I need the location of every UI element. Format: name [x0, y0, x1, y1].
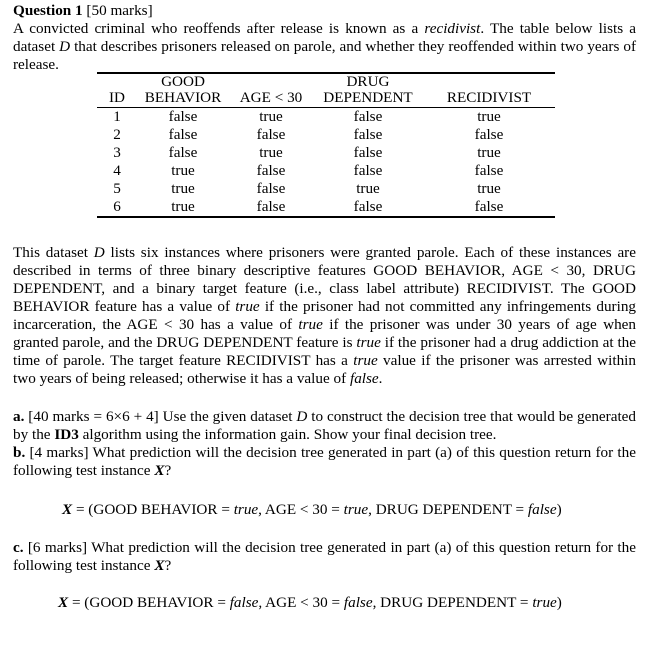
instance-text: ): [556, 594, 562, 611]
column-header: DEPENDENT: [313, 90, 423, 108]
table-cell: 3: [113, 144, 121, 161]
table-cell: false: [256, 162, 286, 179]
table-row: [97, 108, 555, 127]
question-heading: [13, 2, 636, 20]
table-header-row: [97, 90, 555, 108]
table-cell: true: [477, 144, 501, 161]
table-cell: false: [256, 126, 286, 143]
table-cell: false: [168, 108, 198, 125]
instance-text: = (GOOD BEHAVIOR =: [72, 501, 234, 518]
dataset-symbol: D: [93, 244, 105, 261]
instance-text: , AGE < 30 =: [258, 594, 344, 611]
part-text: ?: [164, 557, 172, 574]
table-cell: 2: [113, 126, 121, 143]
table-cell: true: [171, 162, 195, 179]
description-text: .: [378, 370, 383, 387]
column-header: ID: [97, 90, 137, 108]
value-term: false: [349, 370, 379, 387]
dataset-table-container: [97, 72, 555, 218]
instance-value: true: [233, 501, 259, 518]
table-cell: 5: [113, 180, 121, 197]
instance-value: false: [343, 594, 373, 611]
intro-paragraph: [13, 20, 636, 74]
table-header-row: [97, 74, 555, 90]
part-a: [13, 408, 636, 444]
table-cell: true: [259, 144, 283, 161]
algorithm-name: ID3: [54, 426, 79, 443]
column-header: AGE < 30: [229, 90, 313, 108]
intro-text: A convicted criminal who reoffends after release is known as a: [13, 20, 425, 37]
table-cell: false: [353, 126, 383, 143]
table-cell: true: [477, 108, 501, 125]
dataset-symbol: D: [296, 408, 308, 425]
instance-symbol: X: [58, 594, 69, 611]
column-header: BEHAVIOR: [137, 90, 229, 108]
part-text: to construct the decision tree that would be generated by the: [13, 408, 637, 443]
intro-text: that describes prisoners released on parole, and whether they reoffended within two years of release.: [13, 38, 636, 73]
column-header: GOOD: [161, 73, 205, 90]
part-text: [40 marks = 6×6 + 4] Use the given dataset: [24, 408, 297, 425]
table-row: [97, 180, 555, 198]
part-label: b.: [13, 444, 26, 461]
table-cell: false: [353, 162, 383, 179]
recidivist-term: recidivist: [424, 20, 481, 37]
test-instance-c: [58, 594, 562, 612]
instance-text: , DRUG DEPENDENT =: [368, 501, 528, 518]
description-text: if the prisoner had a drug addiction at the time of parole. The target feature RECIDIVIST has a: [13, 334, 637, 369]
description-text: lists six instances where prisoners were granted parole. Each of these instances are described in terms of three binary descriptive features GOOD BEHAVIOR, AGE < 30, DRUG DEPENDENT, and a binary target feature (i.e., class label attribute) RECIDIVIST. The GOOD BEHAVIOR feature has a value of: [13, 244, 636, 315]
part-c: [13, 539, 636, 575]
table-cell: 1: [113, 108, 121, 125]
part-text: [4 marks] What prediction will the decision tree generated in part (a) of this question return for the following test instance: [13, 444, 636, 479]
table-cell: false: [313, 198, 423, 217]
part-label: c.: [13, 539, 24, 556]
instance-symbol: X: [154, 557, 165, 574]
description-text: value if the prisoner was arrested within two years of being released; otherwise it has a value of: [13, 352, 636, 387]
description-text: This dataset: [13, 244, 94, 261]
table-cell: false: [474, 162, 504, 179]
value-term: true: [353, 352, 378, 369]
instance-text: , DRUG DEPENDENT =: [372, 594, 533, 611]
dataset-table: [97, 72, 555, 218]
question-marks: [50 marks]: [86, 2, 153, 19]
description-text: if the prisoner was under 30 years of age when granted parole, and the DRUG DEPENDENT feature is: [13, 316, 637, 351]
column-header: DRUG: [346, 73, 390, 90]
table-row: [97, 198, 555, 217]
instance-text: , AGE < 30 =: [258, 501, 344, 518]
table-cell: true: [137, 198, 229, 217]
table-cell: true: [259, 108, 283, 125]
table-cell: false: [168, 126, 198, 143]
description-text: if the prisoner had not committed any infringements during incarceration, the AGE < 30 has a value of: [13, 298, 637, 333]
part-b: [13, 444, 636, 480]
column-header: RECIDIVIST: [423, 90, 555, 108]
table-cell: false: [423, 198, 555, 217]
column-header: [97, 74, 137, 90]
value-term: true: [356, 334, 381, 351]
table-cell: false: [168, 144, 198, 161]
instance-value: false: [229, 594, 259, 611]
table-cell: false: [229, 198, 313, 217]
part-text: algorithm using the information gain. Show your final decision tree.: [78, 426, 497, 443]
value-term: true: [235, 298, 260, 315]
instance-value: true: [532, 594, 557, 611]
table-row: [97, 144, 555, 162]
instance-symbol: X: [154, 462, 165, 479]
table-row: [97, 162, 555, 180]
column-header: [229, 74, 313, 90]
question-title: Question 1: [13, 2, 83, 19]
column-header: [423, 74, 555, 90]
table-cell: false: [256, 180, 286, 197]
table-cell: false: [353, 108, 383, 125]
part-label: a.: [13, 408, 25, 425]
value-term: true: [298, 316, 323, 333]
table-row: [97, 126, 555, 144]
table-cell: true: [356, 180, 380, 197]
dataset-symbol: D: [59, 38, 71, 55]
table-cell: false: [353, 144, 383, 161]
table-cell: false: [474, 126, 504, 143]
description-paragraph: [13, 244, 636, 388]
test-instance-b: [62, 501, 562, 519]
part-text: [6 marks] What prediction will the decision tree generated in part (a) of this question return for the following test instance: [13, 539, 636, 574]
table-cell: 4: [113, 162, 121, 179]
intro-text: . The table below lists a dataset: [13, 20, 636, 55]
table-cell: 6: [97, 198, 137, 217]
table-cell: true: [171, 180, 195, 197]
instance-value: false: [527, 501, 557, 518]
part-text: ?: [164, 462, 172, 479]
instance-text: = (GOOD BEHAVIOR =: [68, 594, 230, 611]
instance-value: true: [343, 501, 369, 518]
table-cell: true: [477, 180, 501, 197]
instance-symbol: X: [62, 501, 73, 518]
instance-text: ): [556, 501, 562, 518]
